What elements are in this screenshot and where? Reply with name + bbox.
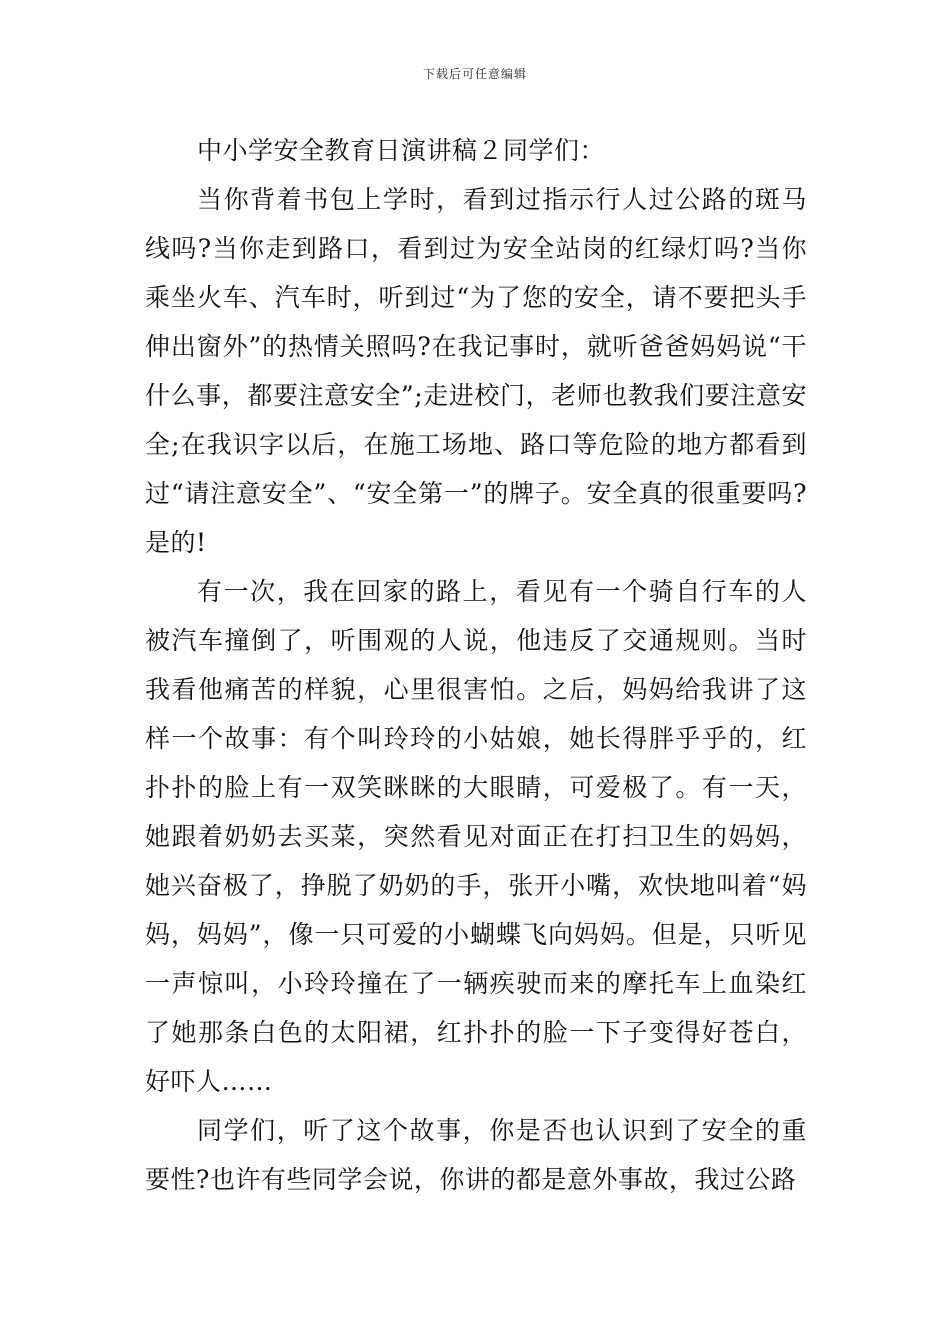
paragraph-1: 当你背着书包上学时，看到过指示行人过公路的斑马线吗?当你走到路口，看到过为安全站岗的红绿灯吗?当你乘坐火车、汽车时，听到过“为了您的安全，请不要把头手伸出窗外”的热情关照吗?在我记事时，就听爸爸妈妈说“干什么事，都要注意安全”;走进校门，老师也教我们要注意安全;在我识字以后，在施工场地、路口等危险的地方都看到过“请注意安全”、“安全第一”的牌子。安全真的很重要吗?是的! [145, 185, 807, 557]
paragraph-2: 有一次，我在回家的路上，看见有一个骑自行车的人被汽车撞倒了，听围观的人说，他违反了交通规则。当时我看他痛苦的样貌，心里很害怕。之后，妈妈给我讲了这样一个故事：有个叫玲玲的小姑娘，她长得胖乎乎的，红扑扑的脸上有一双笑眯眯的大眼睛，可爱极了。有一天，她跟着奶奶去买菜，突然看见对面正在打扫卫生的妈妈，她兴奋极了，挣脱了奶奶的手，张开小嘴，欢快地叫着“妈妈，妈妈”，像一只可爱的小蝴蝶飞向妈妈。但是，只听见一声惊叫，小玲玲撞在了一辆疾驶而来的摩托车上血染红了她那条白色的太阳裙，红扑扑的脸一下子变得好苍白，好吓人…… [145, 577, 807, 1096]
header-note: 下载后可任意编辑 [422, 67, 527, 81]
speech-title-line: 中小学安全教育日演讲稿２同学们： [197, 136, 606, 165]
speech-body [145, 126, 807, 1204]
paragraph-3: 同学们，听了这个故事，你是否也认识到了安全的重要性?也许有些同学会说，你讲的都是意外事故，我过公路 [145, 1116, 807, 1194]
